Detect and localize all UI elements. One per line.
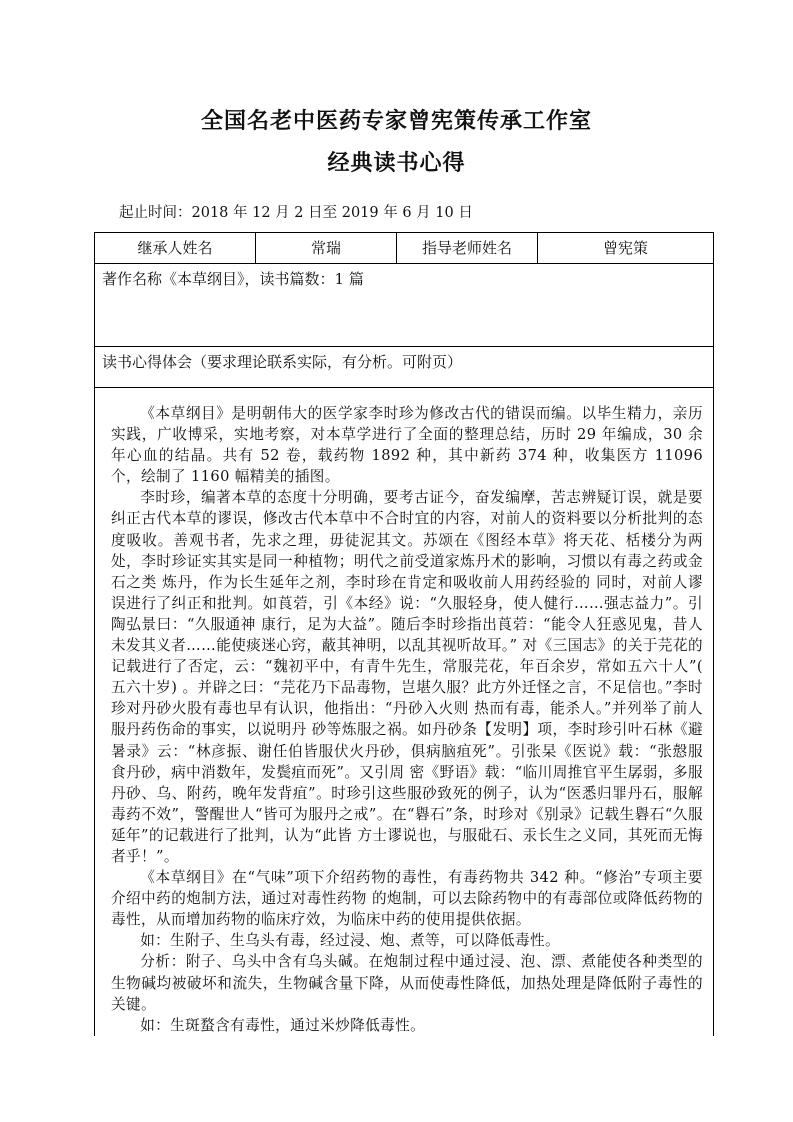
name-row [95,233,713,264]
document-subtitle: 经典读书心得 [327,151,466,176]
inheritor-name: 常瑞 [256,233,397,263]
paragraph: 李时珍，编著本草的态度十分明确，要考古证今，奋发编摩，苦志辨疑订误，就是要纠正古代本草的谬误，修改古代本草中不合时宜的内容，对前人的资料要以分析批判的态度吸收。善观书者，先求之理，毋徒泥其文。苏颂在《图经本草》将天花、栝楼分为两处，李时珍证实其实是同一种植物；明代之前受道家炼丹术的影响，习惯以有毒之药或金石之类 炼丹，作为长生延年之剂，李时珍在肯定和吸收前人用药经验的 同时，对前人谬误进行了纠正和批判。如莨菪，引《本经》说：“久服轻身，使人健行……强志益力”。引陶弘景曰：“久服通神 康行，足为大益”。随后李时珍指出莨菪：“能令人狂惑见鬼，昔人未发其义者……能使痰迷心窍，蔽其神明，以乱其视听故耳。” 对《三国志》的关于芫花的记载进行了否定，云：“魏初平中，有青牛先生，常服芫花，年百余岁，常如五六十人”( 五六十岁) 。并辟之曰：“芫花乃下品毒物，岂堪久服？此方外迁怪之言，不足信也。”李时珍对丹砂火股有毒也早有认识，他指出：“丹砂入火则 热而有毒，能杀人。”并列举了前人服丹药伤命的事实，以说明丹 砂等炼服之祸。如丹砂条【发明】项，李时珍引叶石林《避暑录》云：“林彦振、谢任伯皆服伏火丹砂，俱病脑疽死”。引张杲《医说》载：“张慤服食丹砂，病中消数年，发鬓疽而死”。又引周 密《野语》载：“临川周推官平生孱弱，多服丹砂、乌、附药，晚年发背疽”。时珍引这些服砂致死的例子，认为“医悉归罪丹石，服解 毒药不效”，警醒世人“皆可为服丹之戒”。在“礜石”条，时珍对《别录》记载生礜石“久服延年”的记载进行了批判，认为“此皆 方士谬说也，与服砒石、汞长生之义同，其死而无悔者乎！”。 [111,489,703,865]
paragraph: 如：生斑蝥含有毒性，通过米炒降低毒性。 [140,1016,426,1034]
paragraph: 《本草纲目》是明朝伟大的医学家李时珍为修改古代的错误而编。以毕生精力，亲历实践，广收博采，实地考察，对本草学进行了全面的整理总结，历时 29 年编成，30 余年心血的结晶。共有 52 卷，载药物 1892 种，其中新药 374 种，收集医方 11096 个，绘制了 1160 幅精美的插图。 [111,405,703,486]
mentor-name: 曾宪策 [602,239,648,257]
paragraph: 《本草纲目》在“气味”项下介绍药物的毒性，有毒药物共 342 种。“修治”专项主要介绍中药的炮制方法，通过对毒性药物 的炮制，可以去除药物中的有毒部位或降低药物的毒性，从而增加药物的临床疗效，为临床中药的使用提供依据。 [111,869,703,929]
period-line: 起止时间：2018 年 12 月 2 日至 2019 年 6 月 10 日 [119,205,473,221]
reflection-body [111,403,703,1036]
paragraph: 如：生附子、生乌头有毒，经过浸、炮、煮等，可以降低毒性。 [140,932,561,950]
work-row [95,264,713,347]
paragraph: 分析：附子、乌头中含有乌头碱。在炮制过程中通过浸、泡、漂、煮能使各种类型的生物碱均被破坏和流失，生物碱含量下降，从而使毒性降低，加热处理是降低附子毒性的关键。 [111,953,703,1013]
reflection-label: 读书心得体会（要求理论联系实际，有分析。可附页） [102,353,463,371]
mentor-label: 指导老师姓名 [397,233,538,263]
document-title: 全国名老中医药专家曾宪策传承工作室 [200,109,592,134]
inheritor-label: 继承人姓名 [95,233,256,263]
reflection-header-row [95,347,713,388]
work-info: 著作名称《本草纲目》，读书篇数：1 篇 [102,270,364,288]
